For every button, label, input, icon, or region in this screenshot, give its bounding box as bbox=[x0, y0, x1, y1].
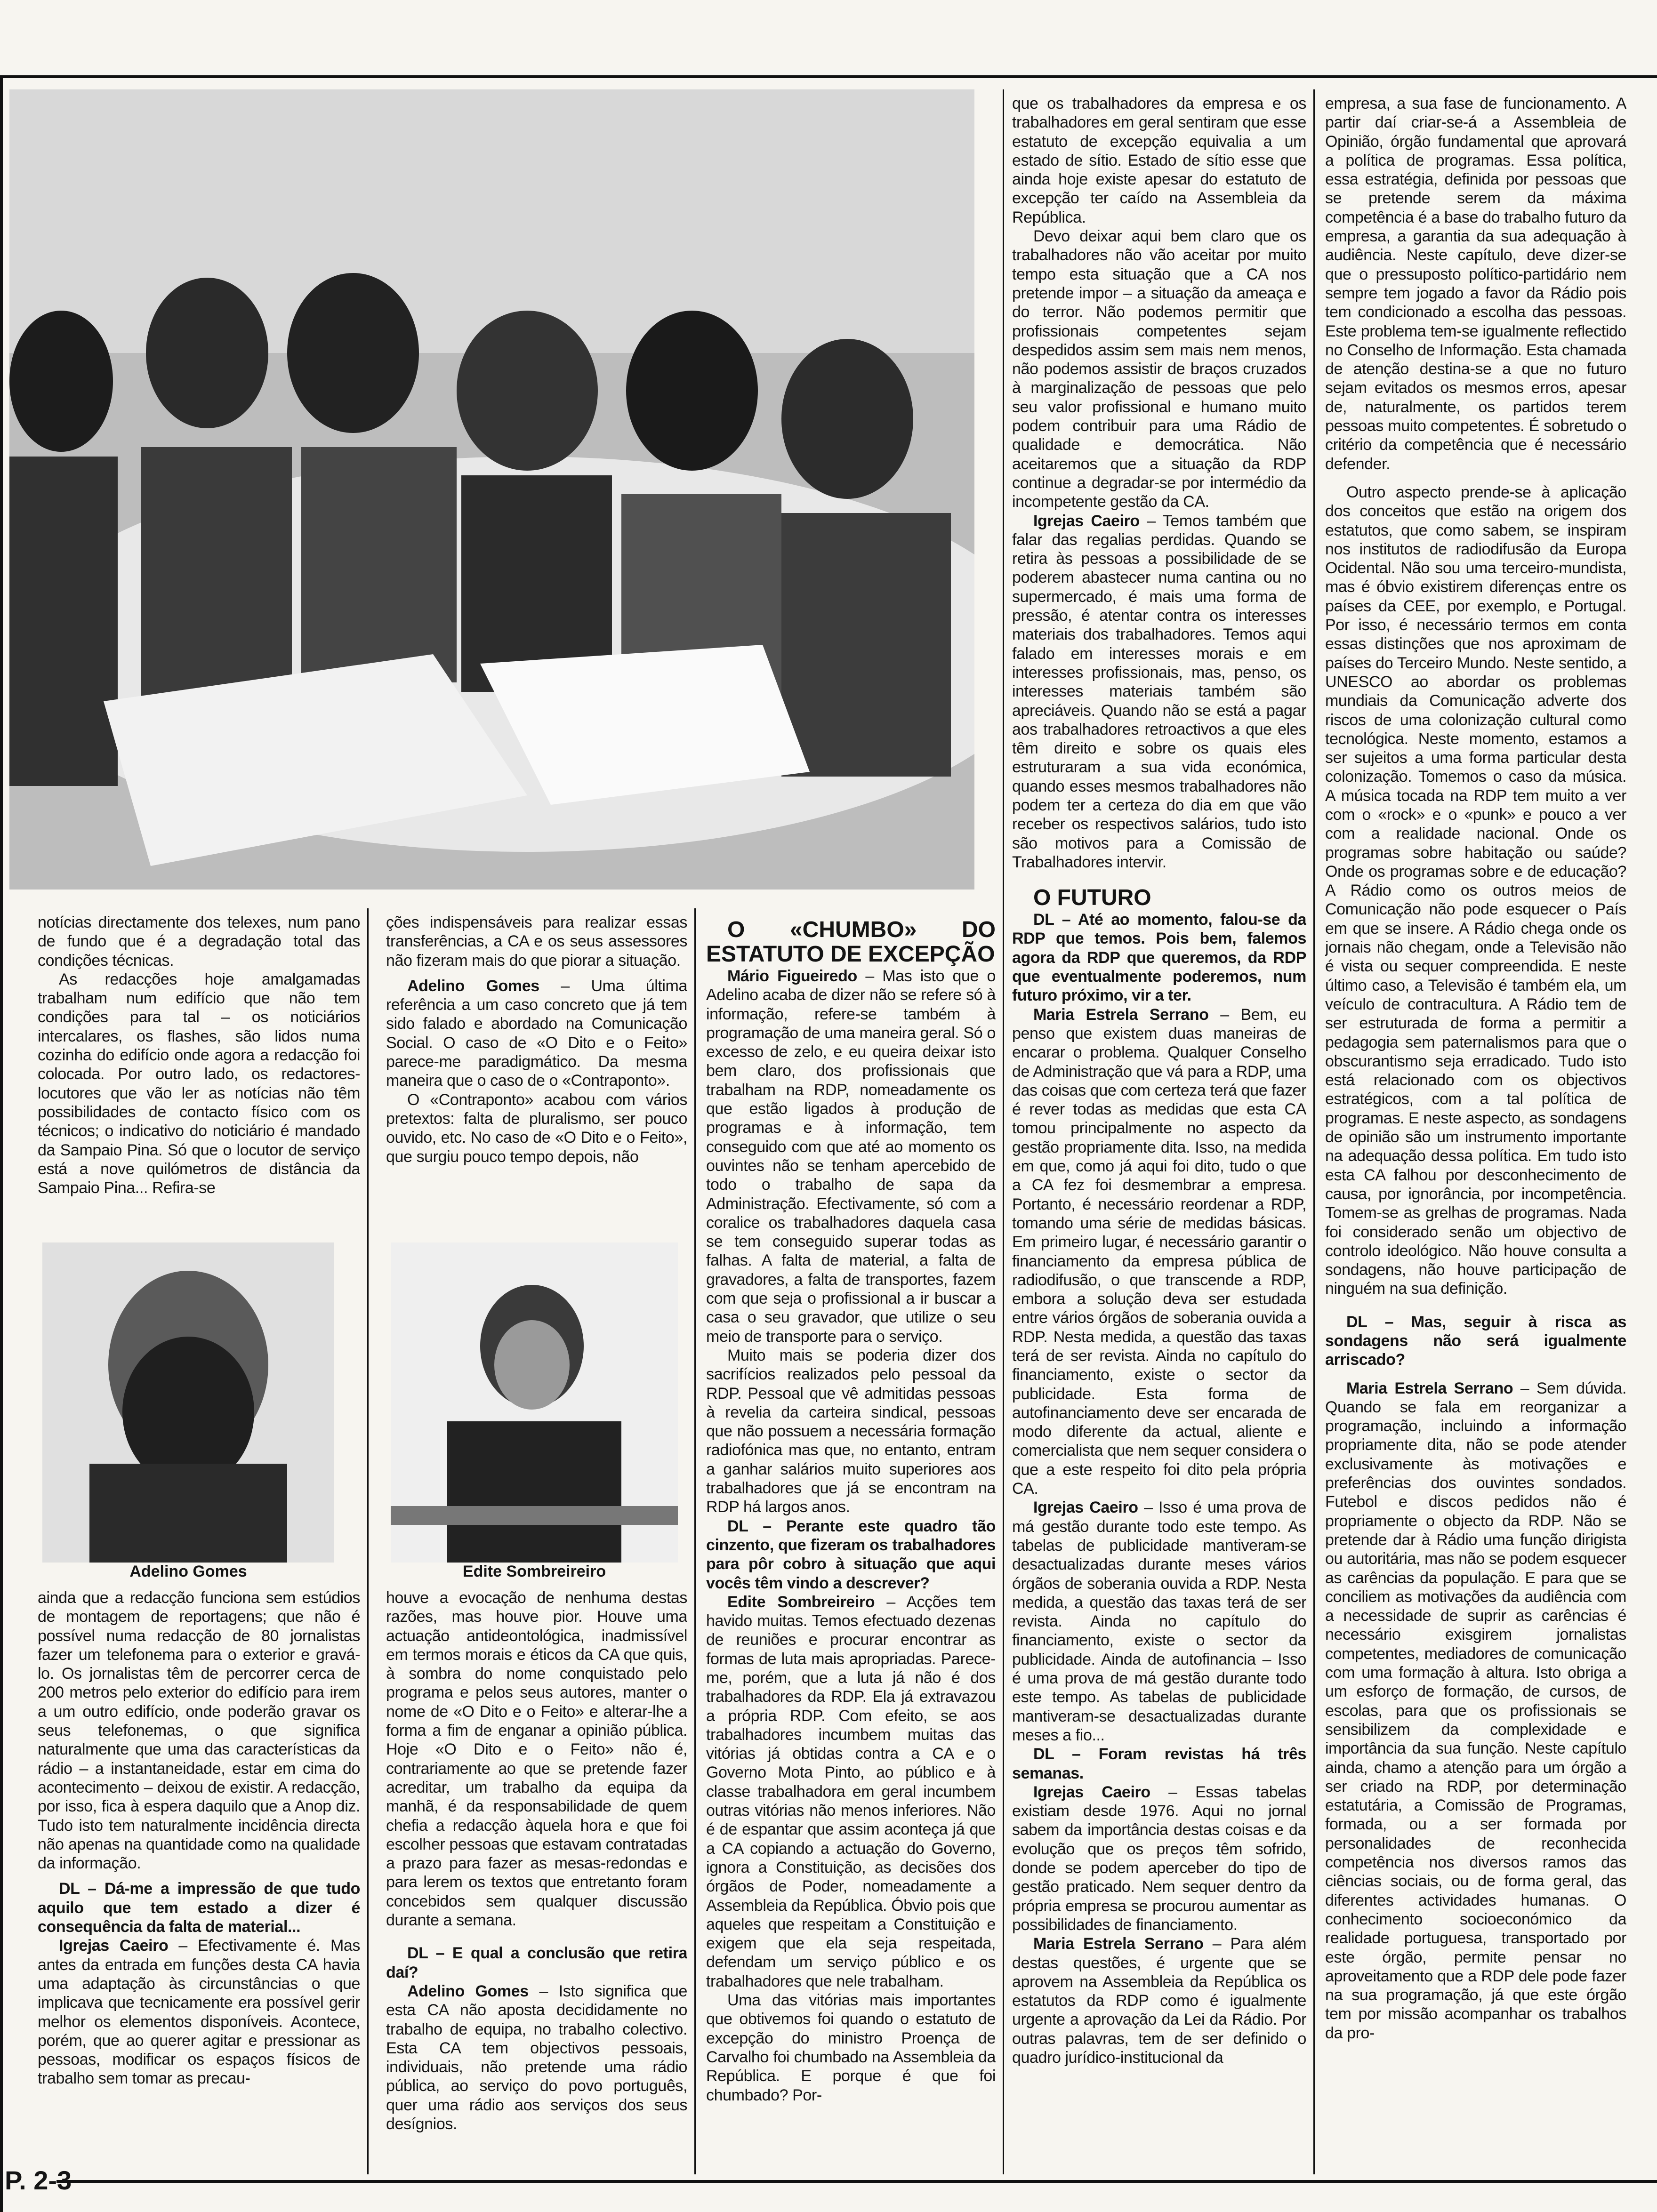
paragraph: – Mas isto que o Adelino acaba de dizer não se refere só à informação, refere-se também à programação de uma maneira geral. Só o excesso de zelo, e eu queira deixar isto bem claro, dos profissionais que trabalham na RDP, nomeadamente os que estão ligados à produção de programas e à informação, tem conseguido com que até ao momento os ouvintes não se tenham apercebido de todo o trabalho de sapa da Administração. Efectivamente, só com a coralice os trabalhadores daquela casa se tem conseguido superar todas as falhas. A falta de material, a falta de gravadores, a falta de transportes, fazem com que seja o profissional a ir buscar a casa o seu gravador, que utilize o seu meio de transporte para o serviço. bbox=[706, 967, 996, 1346]
paragraph: – Efectivamente é. Mas antes da entrada em funções desta CA havia uma adaptação às circunstâncias o que implicava que tecnicamente era possível gerir melhor os elementos disponíveis. Acontece, porém, que ao querer agitar e pressionar as pessoas, modificar os espaços físicos de trabalho sem tomar as precau- bbox=[38, 1937, 360, 2088]
section-heading: O FUTURO bbox=[1033, 885, 1151, 911]
page-number: P. 2-3 bbox=[5, 2165, 72, 2195]
edite-sombreireiro-caption: Edite Sombreireiro bbox=[462, 1563, 606, 1580]
paragraph: que os trabalhadores da empresa e os trabalhadores em geral sentiram que esse estatuto de excepção equivalia a um estado de sítio. Estado de sítio esse que ainda hoje existe apesar do estatuto de excepção ter caído na Assembleia da República. bbox=[1012, 95, 1306, 226]
speaker-name: Maria Estrela Serrano bbox=[1346, 1379, 1513, 1397]
column-divider bbox=[694, 908, 696, 2174]
paragraph: – Essas tabelas existiam desde 1976. Aqui no jornal sabem da importância destas coisas e da evolução que os preços têm sofrido, donde se podem aperceber do tipo de gestão praticado. Nem sequer dentro da própria empresa se procurou aumentar as possibilidades de financiamento. bbox=[1012, 1783, 1306, 1934]
speaker-name: Maria Estrela Serrano bbox=[1033, 1005, 1209, 1024]
speaker-name: Maria Estrela Serrano bbox=[1033, 1935, 1204, 1953]
paragraph: Uma das vitórias mais importantes que obtivemos foi quando o estatuto de excepção do ministro Proença de Carvalho foi chumbado na Assembleia da República. E porque é que foi chumbado? Por- bbox=[706, 1991, 996, 2104]
speaker-name: Igrejas Caeiro bbox=[1033, 1783, 1150, 1801]
article-column-3 bbox=[706, 918, 996, 2179]
paragraph: – Isso é uma prova de má gestão durante todo este tempo. As tabelas de publicidade mantiveram-se desactualizadas durante meses vários órgãos de soberania ouvida a RDP. Nesta medida, a questão das taxas terá de ser revista. Ainda no capítulo do financiamento, existe o sector da publicidade. Ainda de autofinancia – Isso é uma prova de má gestão durante todo este tempo. As tabelas de publicidade mantiveram-se desactualizadas durante meses a fio... bbox=[1012, 1499, 1306, 1744]
speaker-name: Igrejas Caeiro bbox=[59, 1937, 169, 1955]
section-heading: O «CHUMBO» DO ESTATUTO DE EXCEPÇÃO bbox=[706, 918, 996, 967]
paragraph: ções indispensáveis para realizar essas transferências, a CA e os seus assessores não fizeram mais do que piorar a situação. bbox=[386, 914, 687, 970]
paragraph: – Temos também que falar das regalias perdidas. Quando se retira às pessoas a possibilidade de se poderem abastecer numa cantina ou no supermercado, é mais uma forma de pressão, é atentar contra os interesses materiais dos trabalhadores. Temos aqui falado em interesses morais e em interesses profissionais, mas, penso, os interesses materiais também são apreciáveis. Quando não se está a pagar aos trabalhadores retroactivos a que eles têm direito e sobre os quais eles estruturaram a sua vida económica, quando esses mesmos trabalhadores não podem ter a certeza do dia em que vão receber os respectivos salários, tudo isto são motivos para a Comissão de Trabalhadores intervir. bbox=[1012, 512, 1306, 871]
paragraph: – Isto significa que esta CA não aposta decididamente no trabalho de equipa, no trabalho colectivo. Esta CA tem objectivos pessoais, individuais, não pretende uma rádio pública, ao serviço do povo português, quer uma rádio aos serviços dos seus desígnios. bbox=[386, 1982, 687, 2133]
article-column-5 bbox=[1325, 94, 1626, 2179]
column-divider bbox=[1313, 89, 1315, 2174]
article-column-4 bbox=[1012, 94, 1306, 2179]
paragraph: houve a evocação de nenhuma destas razões, mas houve pior. Houve uma actuação antideontológica, inadmissível em termos morais e éticos da CA que quis, à sombra do nome conquistado pelo programa e pelos seus autores, manter o nome de «O Dito e o Feito» e alterar-lhe a forma a fim de enganar a opinião pública. Hoje «O Dito e o Feito» não é, contrariamente ao que se pretende fazer acreditar, um trabalho da equipa da manhã, é da responsabilidade de quem chefia a redacção àquela hora e que foi escolher pessoas que estavam contratadas a prazo para fazer as mesas-redondas e para lerem os textos que entretanto foram concebidos sem qualquer discussão durante a semana. bbox=[386, 1589, 687, 1930]
interviewer-question: DL – Até ao momento, falou-se da RDP que temos. Pois bem, falemos agora da RDP que queremos, da RDP que eventualmente poderemos, num futuro próximo, vir a ter. bbox=[1012, 911, 1306, 1005]
interviewer-question: DL – Perante este quadro tão cinzento, que fizeram os trabalhadores para pôr cobro à situação que aqui vocês têm vindo a descrever? bbox=[706, 1517, 996, 1592]
paragraph: As redacções hoje amalgamadas trabalham num edifício que não tem condições para tal – os noticiários intercalares, os flashes, são lidos numa cozinha do edifício onde agora a redacção foi colocada. Por outro lado, os redactores-locutores que vão ler as notícias não têm possibilidades de contacto físico com os técnicos; o indicativo do noticiário é mandado da Sampaio Pina. Só que o locutor de serviço está a nove quilómetros de distância da Sampaio Pina... Refira-se bbox=[38, 970, 360, 1197]
speaker-name: Mário Figueiredo bbox=[727, 967, 857, 985]
paragraph: – Bem, eu penso que existem duas maneiras de encarar o problema. Qualquer Conselho de Administração que vá para a RDP, uma das coisas que com certeza terá que fazer é rever todas as medidas que esta CA tomou principalmente no aspecto da gestão propriamente dita. Isso, na medida em que, como já aqui foi dito, tudo o que a CA fez foi desmembrar a empresa. Portanto, é necessário reordenar a RDP, tomando uma série de medidas básicas. Em primeiro lugar, é necessário garantir o financiamento da empresa pública de radiodifusão, o que transcende a RDP, embora a solução deva ser estudada entre vários órgãos de soberania ouvida a RDP. Nesta medida, a questão das taxas terá de ser revista. Ainda no capítulo do financiamento, existe o sector da publicidade. Esta forma de autofinanciamento deve ser encarada de modo diferente da actual, aliente e comercialista que nem sequer considera o que a este respeito foi dito pela própria CA. bbox=[1012, 1005, 1306, 1498]
left-border-rule bbox=[0, 75, 3, 2212]
interviewer-question: DL – Mas, seguir à risca as sondagens não será igualmente arriscado? bbox=[1325, 1313, 1626, 1369]
column-divider bbox=[1003, 89, 1004, 2174]
speaker-name: Igrejas Caeiro bbox=[1033, 512, 1140, 530]
speaker-name: Edite Sombreireiro bbox=[727, 1593, 875, 1611]
speaker-name: Adelino Gomes bbox=[407, 1982, 529, 2000]
interviewer-question: DL – E qual a conclusão que retira daí? bbox=[386, 1944, 687, 1981]
paragraph: Devo deixar aqui bem claro que os trabalhadores não vão aceitar por muito tempo esta situação que a CA nos pretende impor – a situação da ameaça e do terror. Não podemos permitir que profissionais competentes sejam despedidos assim sem mais nem menos, não podemos assistir de braços cruzados à marginalização de pessoas que pelo seu valor profissional e humano muito podem contribuir para uma Rádio de qualidade e democrática. Não aceitaremos que a situação da RDP continue a degradar-se por intermédio da incompetente gestão da CA. bbox=[1012, 227, 1306, 511]
adelino-gomes-caption: Adelino Gomes bbox=[129, 1563, 247, 1580]
bottom-rule bbox=[56, 2180, 1657, 2183]
adelino-gomes-photo bbox=[42, 1242, 334, 1563]
paragraph: notícias directamente dos telexes, num pano de fundo que é a degradação total das condições técnicas. bbox=[38, 914, 360, 970]
speaker-name: Igrejas Caeiro bbox=[1033, 1499, 1138, 1517]
paragraph: – Sem dúvida. Quando se fala em reorganizar a programação, incluindo a informação propriamente dita, não se pode atender exclusivamente às motivações e preferências dos ouvintes sondados. Futebol e discos pedidos não é propriamente o objecto da RDP. Não se pretende dar à Rádio uma função dirigista ou autoritária, mas não se podem esquecer as carências da população. E para que se conciliem as motivações da audiência com a necessidade de suprir as carências é necessário exisgirem jornalistas competentes, mediadores de comunicação com uma formação à altura. Isto obriga a um esforço de formação, de cursos, de escolas, para que os profissionais se sensibilizem da complexidade e importância da sua função. Neste capítulo ainda, chamo a atenção para um órgão a ser criado na RDP, por determinação estatutária, a Comissão de Programas, formada, ou a ser formada por personalidades de reconhecida competência nos diversos ramos das ciências sociais, ou de forma geral, das diferentes actividades humanas. O conhecimento socioeconómico da realidade portuguesa, transportado por este órgão, permite pensar no aproveitamento que a RDP dele pode fazer na sua programação, já que este órgão tem por missão acompanhar os trabalhos da pro- bbox=[1325, 1379, 1626, 2042]
paragraph: – Uma última referência a um caso concreto que já tem sido falado e abordado na Comunicação Social. O caso de «O Dito e o Feito» parece-me paradigmático. Da mesma maneira que o caso de o «Contraponto». bbox=[386, 977, 687, 1090]
article-column-2 bbox=[386, 913, 687, 1238]
top-border-rule bbox=[0, 75, 1657, 78]
paragraph: Muito mais se poderia dizer dos sacrifícios realizados pelo pessoal da RDP. Pessoal que vê admitidas pessoas à revelia da carteira sindical, pessoas que não possuem a necessária formação radiofónica mas que, no entanto, entram a ganhar salários muito superiores aos trabalhadores que já se encontram na RDP há largos anos. bbox=[706, 1346, 996, 1516]
paragraph: empresa, a sua fase de funcionamento. A partir daí criar-se-á a Assembleia de Opinião, órgão fundamental que aprovará a política de programas. Essa política, essa estratégia, definida por pessoas que se pretende serem da máxima competência é a base do trabalho futuro da empresa, a garantia da sua adequação à audiência. Neste capítulo, deve dizer-se que o pressuposto político-partidário nem sempre tem jogado a favor da Rádio pois tem condicionado a escolha das pessoas. Este problema tem-se igualmente reflectido no Conselho de Informação. Esta chamada de atenção destina-se a que no futuro sejam evitados os mesmos erros, apesar de, naturalmente, os partidos terem pessoas muito competentes. É sobretudo o critério da competência que é necessário defender. bbox=[1325, 95, 1626, 473]
interviewer-question: DL – Foram revistas há três semanas. bbox=[1012, 1745, 1306, 1782]
meeting-photo bbox=[9, 89, 974, 890]
paragraph: – Acções tem havido muitas. Temos efectuado dezenas de reuniões e procurar encontrar as formas de luta mais apropriadas. Parece-me, porém, que a luta já não é dos trabalhadores da RDP. Ela já extravazou a própria RDP. Com efeito, se aos trabalhadores incumbem muitas das vitórias já obtidas contra a CA e o Governo Mota Pinto, ao público e à classe trabalhadora em geral incumbem outras vitórias não menos inferiores. Não é de espantar que assim aconteça já que a CA copiando a actuação do Governo, ignora a Constituição, as decisões dos órgãos de Poder, nomeadamente a Assembleia da República. Óbvio pois que aqueles que respeitam a Constituição e exigem que ela seja respeitada, defendam um serviço público e os trabalhadores que nele trabalham. bbox=[706, 1593, 996, 1990]
article-column-2-cont bbox=[386, 1588, 687, 2177]
paragraph: – Para além destas questões, é urgente que se aprovem na Assembleia da República os estatutos da RDP como é igualmente urgente a aprovação da Lei da Rádio. Por outras palavras, tem de ser definido o quadro jurídico-institucional da bbox=[1012, 1935, 1306, 2067]
column-divider bbox=[367, 908, 369, 2174]
speaker-name: Adelino Gomes bbox=[407, 977, 539, 995]
edite-sombreireiro-photo bbox=[391, 1242, 678, 1563]
paragraph: O «Contraponto» acabou com vários pretextos: falta de pluralismo, ser pouco ouvido, etc. No caso de «O Dito e o Feito», que surgiu pouco tempo depois, não bbox=[386, 1090, 687, 1166]
paragraph: ainda que a redacção funciona sem estúdios de montagem de reportagens; que não é possível numa redacção de 80 jornalistas fazer um telefonema para o exterior e gravá-lo. Os jornalistas têm de percorrer cerca de 200 metros pelo exterior do edifício para irem a um outro edifício, onde poderão gravar os seus telefonemas, o que significa naturalmente que uma das características da rádio – a instantaneidade, estar em cima do acontecimento – deixou de existir. A redacção, por isso, fica à espera daquilo que a Anop diz. Tudo isto tem naturalmente incidência directa não apenas na quantidade como na qualidade da informação. bbox=[38, 1589, 360, 1873]
article-column-1-cont bbox=[38, 1588, 360, 2177]
paragraph: Outro aspecto prende-se à aplicação dos conceitos que estão na origem dos estatutos, que como sabem, se inspiram nos institutos de radiodifusão da Europa Ocidental. Não sou uma terceiro-mundista, mas é óbvio existirem diferenças entre os países da CEE, por exemplo, e Portugal. Por isso, é necessário termos em conta essas distinções que nos aproximam de países do Terceiro Mundo. Neste sentido, a UNESCO ao abordar os problemas mundiais da Comunicação adverte dos riscos de uma colonização cultural como tecnológica. Neste momento, estamos a ser sujeitos a uma forma particular desta colonização. Tomemos o caso da música. A música tocada na RDP tem muito a ver com o «rock» e o «punk» e pouco a ver com a realidade nacional. Onde os programas sobre habitação ou saúde? Onde os programas sobre e de educação? A Rádio como os outros meios de Comunicação não pode esquecer o País em que se insere. A Rádio chega onde os jornais não chegam, onde a Televisão não é vista ou sequer compreendida. E neste último caso, a Televisão é também ela, um veículo de contracultura. A Rádio tem de ser estruturada de forma a permitir a pedagogia sem paternalismos para que o obscurantismo seja erradicado. Tudo isto está relacionado com os objectivos estratégicos, com a tal política de programas. E neste aspecto, as sondagens de opinião são um instrumento importante na adequação dessa política. Em tudo isto esta CA falhou por desconhecimento de causa, por ignorância, por incompetência. Tomem-se as grelhas de programas. Nada foi considerado senão um objectivo de controlo ideológico. Não houve consulta a sondagens, não houve participação de ninguém na sua definição. bbox=[1325, 483, 1626, 1298]
interviewer-question: DL – Dá-me a impressão de que tudo aquilo que tem estado a dizer é consequência da falta de material... bbox=[38, 1880, 360, 1936]
article-column-1 bbox=[38, 913, 360, 1238]
